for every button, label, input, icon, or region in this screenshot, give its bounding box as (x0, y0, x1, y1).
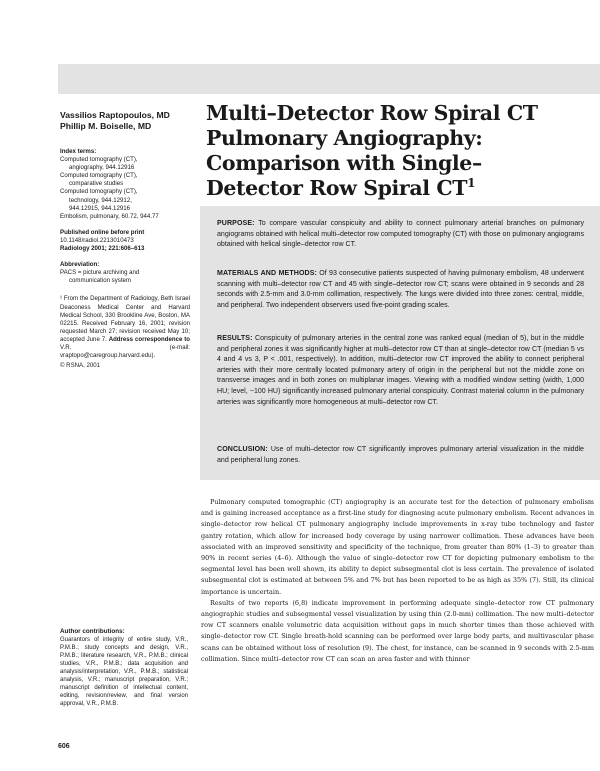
results-text: Conspicuity of pulmonary arteries in the central zone was ranked equal (median of 5), but in the middle and peripheral zones it was significantly higher at multi–detector row CT than at single–detector row CT (median 5 vs 4 and 4 vs 3, P < .001, respectively). In addition, multi–detector row CT improved the ability to connect peripheral arteries with their more centrally located pulmonary artery of origin in the peripheral but not the middle zone on transverse images and in both zones on multiplanar images. Viewing with a modified window setting (width, 1,000 HU; level, −100 HU) significantly increased pulmonary arterial conspicuity. Contrast material column in the pulmonary arteries was significantly more homogeneous at multi–detector row CT. (217, 335, 584, 406)
index-term: Computed tomography (CT), (60, 188, 138, 196)
affiliation-note (60, 295, 190, 360)
body-paragraph: Pulmonary computed tomographic (CT) angiography is an accurate test for the detection of pulmonary embolism and is gaining increased acceptance as a first-line study for diagnosing acute pulmonary embolism. Recent advances in single–detector row helical CT pulmonary angiography include improvements in x-ray tube technology and faster gantry rotation, which allow for increased body coverage by using narrower collimation. These advances have been associated with an improved sensitivity and specificity of the technique, from greater than 80% (1–3) to greater than 90% in recent series (4–6). Although the value of single–detector row CT for depicting pulmonary embolism to the segmental level has been well shown, its ability to depict subsegmental clot is less certain. The prevalence of isolated subsegmental clot is estimated at between 5% and 7% but has been reported to be as high as 35% (7). Still, its clinical importance is uncertain. (201, 498, 594, 596)
methods-label: MATERIALS AND METHODS: (217, 270, 317, 277)
abstract-results (217, 334, 584, 408)
index-term: comparative studies (69, 180, 124, 188)
index-terms (60, 156, 190, 221)
methods-text: Of 93 consecutive patients suspected of having pulmonary embolism, 48 underwent scanning with multi–detector row CT and 45 with single–detector row CT; scans were obtained in 9 seconds and 28 seconds with 2.5-mm and 3.0-mm collimation, respectively. The lungs were divided into three zones: central, middle, and peripheral. Two independent observers used five-point grading scales. (217, 270, 584, 309)
title-line: Multi–Detector Row Spiral CT (206, 101, 538, 125)
title-line: Detector Row Spiral CT (206, 176, 468, 200)
author-contributions (60, 628, 188, 708)
correspondence-email[interactable]: V.R. (e-mail: vraptopo@caregroup.harvard.edu). (60, 343, 190, 360)
conclusion-text: Use of multi–detector row CT significantly improves pulmonary arterial visualization in the middle and peripheral lung zones. (217, 446, 584, 464)
author-list (60, 110, 190, 132)
published-online-heading: Published online before print (60, 228, 145, 236)
index-term: technology, 944.12912, (69, 196, 132, 204)
contributions-heading: Author contributions: (60, 628, 125, 635)
purpose-label: PURPOSE: (217, 220, 255, 227)
title-footnote-mark: 1 (467, 176, 476, 191)
doi-link[interactable]: 10.1148/radiol.2213010473 (60, 236, 134, 244)
author-name: Vassilios Raptopoulos, MD (60, 110, 170, 120)
abstract-box (200, 206, 600, 480)
abstract-methods (217, 269, 584, 311)
article-title (206, 101, 596, 201)
abstract-conclusion (217, 445, 584, 466)
index-term: Computed tomography (CT), (60, 172, 138, 180)
citation: Radiology 2001; 221:606–613 (60, 245, 145, 253)
body-paragraph: Results of two reports (6,8) indicate improvement in performing adequate single–detector row CT pulmonary angiographic studies and subsegmental vessel visualization by using thin (2.0-mm) collimation. The new multi–detector row CT scanners enable volumetric data acquisition without gaps in much shorter times than those achieved with single–detector row CT. Single breath-hold scanning can be performed over large body parts, and multivascular phase scans can be obtained without loss of resolution (9). The chest, for instance, can be scanned in 9 seconds with 2.5-mm collimation. Since multi–detector row CT can scan an area faster and with thinner (201, 598, 594, 663)
article-body (201, 497, 594, 665)
sidebar (60, 110, 190, 370)
index-term: Embolism, pulmonary, 60.72, 944.77 (60, 212, 159, 220)
copyright: © RSNA, 2001 (60, 362, 101, 370)
index-term: angiography, 944.12916 (69, 164, 135, 172)
conclusion-label: CONCLUSION: (217, 446, 268, 453)
title-line: Pulmonary Angiography: (206, 126, 483, 150)
abbreviation: PACS = picture archiving and (60, 269, 140, 277)
contributions-text: Guarantors of integrity of entire study, V.R., P.M.B.; study concepts and design, V.R., P.M.B.; literature research, V.R., P.M.B.; clinical studies, V.R., P.M.B.; data acquisition and analysis/interpretation, V.R., P.M.B.; statistical analysis, V.R.; manuscript preparation, V.R.; manuscript definition of intellectual content, editing, revision/review, and final version approval, V.R., P.M.B. (60, 637, 188, 707)
abbreviation: communication system (69, 277, 131, 285)
results-label: RESULTS: (217, 335, 253, 342)
page-number: 606 (58, 743, 70, 750)
abstract-purpose (217, 219, 584, 251)
correspondence-label: Address correspondence to (108, 335, 191, 343)
abbreviation-heading: Abbreviation: (60, 261, 100, 269)
header-band (58, 64, 600, 94)
title-line: Comparison with Single– (206, 151, 482, 175)
author-name: Phillip M. Boiselle, MD (60, 121, 152, 131)
affiliation-text: ¹ From the Department of Radiology, Beth Israel Deaconess Medical Center and Harvard Medical School, 330 Brookline Ave, Boston, MA 02215. Received February 16, 2001; revision requested March 27; revision received May 10; accepted June 7. (60, 295, 190, 343)
index-terms-heading: Index terms: (60, 148, 97, 155)
purpose-text: To compare vascular conspicuity and ability to connect pulmonary arterial branches on pulmonary angiograms obtained with helical multi–detector row computed tomography (CT) with those on pulmonary angiograms obtained with helical single–detector row CT. (217, 220, 585, 249)
index-term: Computed tomography (CT), (60, 156, 138, 164)
index-term: 944.12915, 944.12916 (69, 204, 130, 212)
publication-info (60, 229, 190, 253)
